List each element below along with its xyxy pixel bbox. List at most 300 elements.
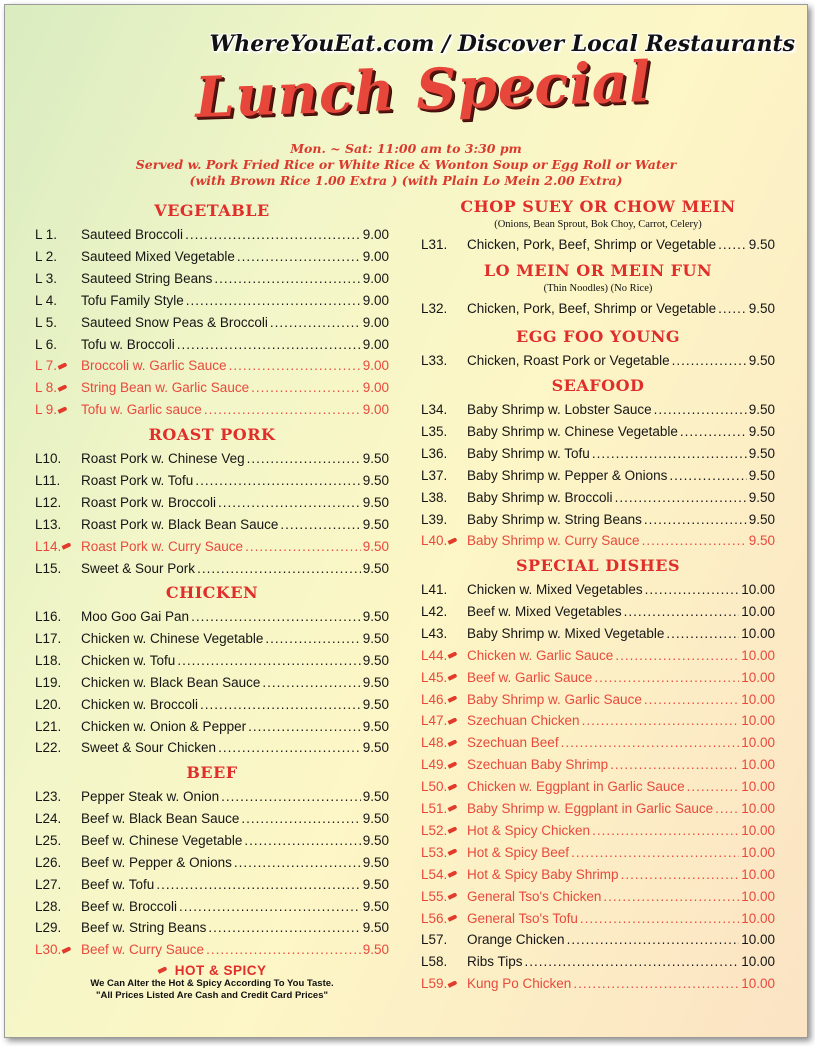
item-code: L 8. — [35, 380, 81, 395]
item-price: 10.00 — [741, 779, 775, 795]
pepper-icon — [448, 827, 458, 834]
item-name: Szechuan Baby Shrimp — [467, 757, 609, 773]
leader-dots — [718, 301, 747, 316]
menu-item[interactable] — [35, 811, 389, 831]
item-code: L30. — [35, 942, 81, 957]
item-code: L13. — [35, 516, 62, 532]
item-code: L 7. — [35, 358, 81, 373]
item-price: 9.50 — [748, 511, 775, 527]
footer-note-1: We Can Alter the Hot & Spicy According To You Taste. — [90, 978, 334, 989]
item-name: Sauteed Broccoli — [81, 227, 184, 242]
leader-dots — [208, 920, 360, 935]
item-price: 9.50 — [362, 674, 389, 690]
menu-item[interactable] — [35, 789, 389, 809]
item-price: 9.00 — [362, 270, 389, 286]
section-title: ROAST PORK — [148, 425, 276, 444]
section-title: SPECIAL DISHES — [515, 556, 680, 575]
item-code: L47. — [421, 713, 467, 728]
pepper-icon — [448, 695, 458, 702]
item-code: L44. — [421, 648, 467, 663]
item-code: L36. — [421, 445, 448, 461]
menu-item[interactable] — [421, 402, 775, 422]
item-price: 9.50 — [748, 533, 775, 549]
served-text: Served w. Pork Fried Rice or White Rice & Wonton Soup or Egg Roll or Water — [135, 157, 677, 172]
item-price: 9.50 — [362, 630, 389, 646]
item-name: Sauteed Snow Peas & Broccoli — [81, 314, 268, 330]
pepper-icon — [448, 783, 458, 790]
item-price: 10.00 — [741, 713, 775, 729]
leader-dots — [687, 779, 740, 794]
section-title: VEGETABLE — [154, 201, 270, 220]
menu-item[interactable] — [35, 675, 389, 695]
item-price: 9.00 — [362, 248, 389, 264]
item-name: Baby Shrimp w. Eggplant in Garlic Sauce — [467, 801, 714, 816]
leader-dots — [221, 789, 361, 804]
item-code: L 3. — [35, 270, 58, 286]
item-code: L48. — [421, 735, 467, 750]
menu-item[interactable] — [421, 490, 775, 510]
item-price: 9.50 — [362, 789, 389, 804]
menu-item[interactable] — [35, 227, 389, 247]
leader-dots — [715, 801, 739, 816]
leader-dots — [580, 911, 739, 926]
item-code: L 5. — [35, 314, 58, 330]
item-name: Orange Chicken — [467, 932, 565, 948]
item-price: 10.00 — [741, 954, 775, 970]
menu-item[interactable] — [421, 801, 775, 821]
item-price: 9.50 — [748, 467, 775, 483]
item-price: 9.50 — [362, 516, 389, 532]
item-price: 9.50 — [362, 942, 389, 958]
leader-dots — [624, 604, 740, 619]
item-price: 10.00 — [741, 669, 775, 685]
item-price: 9.00 — [362, 336, 389, 352]
menu-item[interactable] — [35, 942, 389, 962]
menu-item[interactable] — [421, 867, 775, 887]
leader-dots — [195, 473, 360, 488]
item-price: 9.50 — [748, 423, 775, 439]
leader-dots — [197, 561, 361, 576]
item-name: Chicken, Pork, Beef, Shrimp or Vegetable — [467, 237, 717, 252]
item-name: Beef w. Broccoli — [81, 898, 178, 914]
menu-item[interactable] — [35, 539, 389, 559]
item-price: 9.50 — [748, 353, 775, 368]
item-code: L32. — [421, 301, 448, 316]
item-price: 9.50 — [362, 876, 389, 892]
pepper-icon — [448, 717, 458, 724]
leader-dots — [644, 692, 739, 707]
leader-dots — [669, 468, 746, 483]
menu-item[interactable] — [421, 713, 775, 733]
menu-item[interactable] — [421, 692, 775, 712]
item-price: 10.00 — [741, 691, 775, 707]
item-name: Baby Shrimp w. Chinese Vegetable — [467, 423, 678, 439]
item-code: L28. — [35, 898, 62, 914]
pepper-icon — [58, 362, 68, 369]
menu-item[interactable] — [421, 468, 775, 488]
item-code: L19. — [35, 674, 62, 690]
item-code: L56. — [421, 911, 467, 926]
item-price: 9.50 — [362, 560, 389, 576]
menu-item[interactable] — [35, 899, 389, 919]
section-title: EGG FOO YOUNG — [516, 327, 680, 346]
leader-dots — [234, 855, 361, 870]
item-name: Chicken w. Chinese Vegetable — [81, 630, 264, 646]
item-name: String Bean w. Garlic Sauce — [81, 380, 250, 396]
item-name: Roast Pork w. Curry Sauce — [81, 538, 244, 554]
item-price: 9.50 — [362, 538, 389, 554]
section-note: (Thin Noodles) (No Rice) — [543, 283, 653, 294]
menu-item[interactable] — [35, 451, 389, 471]
item-name: Chicken, Roast Pork or Vegetable — [467, 353, 670, 368]
leader-dots — [218, 495, 361, 510]
hot-spicy-label: HOT & SPICY — [174, 963, 267, 978]
item-code: L59. — [421, 976, 467, 991]
item-price: 9.00 — [362, 314, 389, 330]
item-price: 9.00 — [362, 292, 389, 308]
leader-dots — [191, 609, 361, 624]
menu-item[interactable] — [421, 735, 775, 755]
leader-dots — [248, 719, 361, 734]
hours-block — [5, 141, 807, 189]
item-name: Chicken w. Broccoli — [81, 696, 199, 712]
menu-item[interactable] — [35, 315, 389, 335]
item-name: Baby Shrimp w. Pepper & Onions — [467, 467, 668, 483]
item-code: L50. — [421, 779, 467, 794]
item-price: 9.50 — [362, 898, 389, 914]
item-name: Chicken w. Black Bean Sauce — [81, 674, 261, 690]
item-name: Kung Po Chicken — [467, 976, 572, 992]
menu-item[interactable] — [421, 976, 775, 996]
item-name: Chicken w. Garlic Sauce — [467, 647, 614, 663]
item-name: Szechuan Chicken — [467, 713, 580, 729]
leader-dots — [573, 976, 739, 991]
section-title: LO MEIN OR MEIN FUN — [483, 261, 713, 280]
leader-dots — [204, 402, 361, 417]
item-name: Tofu Family Style — [81, 292, 184, 308]
item-name: Tofu w. Garlic sauce — [81, 402, 202, 418]
item-price: 10.00 — [741, 757, 775, 773]
item-code: L49. — [421, 757, 467, 772]
pepper-icon — [62, 542, 72, 549]
leader-dots — [680, 424, 747, 439]
item-price: 9.50 — [748, 445, 775, 461]
item-price: 10.00 — [741, 735, 775, 751]
item-code: L26. — [35, 854, 62, 870]
item-price: 10.00 — [741, 866, 775, 882]
item-price: 10.00 — [741, 844, 775, 860]
leader-dots — [594, 670, 739, 685]
leader-dots — [621, 867, 740, 882]
item-code: L21. — [35, 718, 62, 734]
menu-item[interactable] — [35, 249, 389, 269]
item-name: Beef w. Mixed Vegetables — [467, 603, 622, 619]
item-code: L39. — [421, 511, 448, 527]
item-price: 9.50 — [362, 696, 389, 712]
item-price: 10.00 — [741, 625, 775, 641]
menu-item[interactable] — [35, 358, 389, 378]
menu-item[interactable] — [421, 911, 775, 931]
item-code: L14. — [35, 539, 81, 554]
menu-item[interactable] — [35, 609, 389, 629]
item-name: Roast Pork w. Broccoli — [81, 494, 217, 510]
menu-item[interactable] — [421, 512, 775, 532]
pepper-icon — [62, 946, 72, 953]
item-code: L27. — [35, 876, 62, 892]
item-name: Baby Shrimp w. Curry Sauce — [467, 533, 640, 549]
item-name: Chicken, Pork, Beef, Shrimp or Vegetable — [467, 301, 717, 316]
menu-item[interactable] — [421, 757, 775, 777]
item-name: Moo Goo Gai Pan — [81, 609, 190, 624]
item-name: Chicken w. Mixed Vegetables — [467, 582, 643, 597]
item-name: Szechuan Beef — [467, 735, 559, 751]
page-title: Lunch Special — [193, 49, 653, 131]
leader-dots — [177, 337, 361, 352]
leader-dots — [156, 877, 360, 892]
pepper-icon — [158, 967, 168, 974]
item-price: 10.00 — [741, 582, 775, 597]
item-price: 10.00 — [741, 603, 775, 619]
menu-item[interactable] — [35, 517, 389, 537]
item-code: L52. — [421, 823, 467, 838]
item-price: 9.50 — [362, 451, 389, 466]
pepper-icon — [448, 761, 458, 768]
item-name: Hot & Spicy Beef — [467, 844, 570, 860]
leader-dots — [177, 653, 360, 668]
item-code: L53. — [421, 845, 467, 860]
item-name: Baby Shrimp w. Garlic Sauce — [467, 691, 642, 707]
item-code: L51. — [421, 801, 467, 816]
menu-item[interactable] — [421, 626, 775, 646]
menu-item[interactable] — [421, 533, 775, 553]
item-code: L45. — [421, 670, 467, 685]
item-code: L29. — [35, 920, 62, 936]
item-name: Beef w. String Beans — [81, 920, 207, 936]
item-code: L16. — [35, 609, 62, 624]
menu-item[interactable] — [35, 473, 389, 493]
item-price: 9.00 — [362, 380, 389, 396]
item-code: L10. — [35, 451, 62, 466]
menu-item[interactable] — [35, 653, 389, 673]
leader-dots — [567, 932, 740, 947]
menu-item[interactable] — [35, 877, 389, 897]
item-name: Chicken w. Tofu — [81, 652, 176, 668]
leader-dots — [603, 889, 739, 904]
item-price: 10.00 — [741, 888, 775, 904]
item-price: 9.00 — [362, 227, 389, 242]
menu-item[interactable] — [421, 237, 775, 257]
item-price: 9.50 — [362, 609, 389, 624]
item-code: L41. — [421, 582, 448, 597]
pepper-icon — [448, 651, 458, 658]
menu-item[interactable] — [35, 271, 389, 291]
leader-dots — [642, 533, 747, 548]
footer-note-2: "All Prices Listed Are Cash and Credit Card Prices" — [96, 990, 328, 1001]
leader-dots — [218, 740, 361, 755]
section-title: CHICKEN — [165, 583, 259, 602]
pepper-icon — [448, 849, 458, 856]
item-price: 9.50 — [362, 810, 389, 826]
item-price: 10.00 — [741, 910, 775, 926]
item-code: L37. — [421, 467, 448, 483]
menu-item[interactable] — [421, 446, 775, 466]
item-name: Tofu w. Broccoli — [81, 336, 175, 352]
item-price: 10.00 — [741, 822, 775, 838]
leader-dots — [237, 249, 361, 264]
item-code: L40. — [421, 533, 467, 548]
menu-item[interactable] — [421, 301, 775, 321]
item-code: L38. — [421, 489, 448, 505]
item-code: L 2. — [35, 248, 58, 264]
item-name: General Tso's Tofu — [467, 910, 578, 926]
leader-dots — [206, 942, 361, 957]
leader-dots — [571, 845, 739, 860]
extras-text: (with Brown Rice 1.00 Extra ) (with Plain Lo Mein 2.00 Extra) — [189, 173, 623, 188]
leader-dots — [200, 697, 361, 712]
leader-dots — [666, 626, 739, 641]
leader-dots — [672, 353, 747, 368]
item-name: Sauteed String Beans — [81, 270, 213, 286]
menu-item[interactable] — [421, 954, 775, 974]
item-price: 9.50 — [362, 832, 389, 848]
section-title: CHOP SUEY OR CHOW MEIN — [460, 197, 736, 216]
item-code: L18. — [35, 652, 62, 668]
item-code: L35. — [421, 423, 448, 439]
menu-item[interactable] — [421, 353, 775, 373]
item-code: L34. — [421, 402, 448, 417]
menu-item[interactable] — [421, 932, 775, 952]
leader-dots — [185, 227, 361, 242]
menu-item[interactable] — [35, 697, 389, 717]
item-name: Beef w. Garlic Sauce — [467, 669, 593, 685]
menu-item[interactable] — [35, 337, 389, 357]
hours-text: Mon. ~ Sat: 11:00 am to 3:30 pm — [290, 141, 522, 156]
menu-item[interactable] — [421, 648, 775, 668]
menu-item[interactable] — [421, 779, 775, 799]
menu-item[interactable] — [421, 889, 775, 909]
item-name: Roast Pork w. Black Bean Sauce — [81, 516, 279, 532]
item-code: L43. — [421, 625, 448, 641]
leader-dots — [186, 293, 361, 308]
leader-dots — [525, 954, 740, 969]
item-name: Hot & Spicy Baby Shrimp — [467, 866, 619, 882]
leader-dots — [592, 823, 739, 838]
menu-item[interactable] — [421, 424, 775, 444]
item-name: Baby Shrimp w. String Beans — [467, 511, 642, 527]
leader-dots — [265, 631, 360, 646]
menu-item[interactable] — [421, 823, 775, 843]
item-name: Hot & Spicy Chicken — [467, 822, 591, 838]
item-code: L15. — [35, 560, 62, 576]
item-price: 9.50 — [748, 402, 775, 417]
pepper-icon — [448, 914, 458, 921]
leader-dots — [645, 582, 740, 597]
item-name: Roast Pork w. Tofu — [81, 472, 194, 488]
item-name: Chicken w. Eggplant in Garlic Sauce — [467, 779, 685, 795]
menu-item[interactable] — [35, 920, 389, 940]
item-price: 9.50 — [362, 740, 389, 756]
item-name: Beef w. Black Bean Sauce — [81, 810, 240, 826]
item-code: L11. — [35, 472, 61, 488]
menu-item[interactable] — [35, 719, 389, 739]
leader-dots — [214, 271, 360, 286]
item-name: Pepper Steak w. Onion — [81, 789, 220, 804]
leader-dots — [229, 358, 361, 373]
item-name: Baby Shrimp w. Tofu — [467, 445, 590, 461]
item-code: L20. — [35, 696, 62, 712]
item-price: 9.50 — [362, 472, 389, 488]
leader-dots — [244, 833, 360, 848]
menu-item[interactable] — [35, 631, 389, 651]
item-name: Sweet & Sour Chicken — [81, 740, 217, 756]
menu-item[interactable] — [35, 293, 389, 313]
menu-item[interactable] — [35, 855, 389, 875]
leader-dots — [718, 237, 747, 252]
item-code: L33. — [421, 353, 448, 368]
section-note: (Onions, Bean Sprout, Bok Choy, Carrot, Celery) — [494, 219, 702, 230]
menu-item[interactable] — [421, 845, 775, 865]
menu-item[interactable] — [35, 833, 389, 853]
pepper-icon — [58, 384, 68, 391]
leader-dots — [582, 713, 740, 728]
leader-dots — [280, 517, 360, 532]
hot-spicy-legend — [35, 963, 389, 978]
section-title: BEEF — [186, 763, 238, 782]
menu-item[interactable] — [421, 670, 775, 690]
leader-dots — [561, 735, 740, 750]
item-name: Ribs Tips — [467, 954, 523, 970]
item-name: Roast Pork w. Chinese Veg — [81, 451, 245, 466]
footer — [35, 963, 389, 1002]
leader-dots — [592, 446, 747, 461]
pepper-icon — [448, 892, 458, 899]
item-price: 9.00 — [362, 402, 389, 418]
leader-dots — [262, 675, 360, 690]
item-code: L22. — [35, 740, 62, 756]
menu-item[interactable] — [421, 582, 775, 602]
leader-dots — [179, 899, 361, 914]
item-code: L46. — [421, 692, 467, 707]
menu-item[interactable] — [35, 740, 389, 760]
item-code: L42. — [421, 603, 448, 619]
item-name: Baby Shrimp w. Lobster Sauce — [467, 402, 652, 417]
item-code: L58. — [421, 954, 448, 970]
watermark[interactable]: WhereYouEat.com / Discover Local Restaurants — [209, 31, 795, 57]
menu-item[interactable] — [421, 604, 775, 624]
item-code: L12. — [35, 494, 62, 510]
item-name: Broccoli w. Garlic Sauce — [81, 358, 227, 374]
item-code: L 6. — [35, 336, 58, 352]
item-code: L54. — [421, 867, 467, 882]
leader-dots — [270, 315, 361, 330]
item-code: L55. — [421, 889, 467, 904]
item-code: L 4. — [35, 292, 58, 308]
menu-item[interactable] — [35, 402, 389, 422]
item-code: L24. — [35, 810, 62, 826]
item-price: 9.50 — [362, 854, 389, 870]
leader-dots — [610, 757, 739, 772]
menu-item[interactable] — [35, 495, 389, 515]
item-code: L17. — [35, 630, 62, 646]
leader-dots — [251, 380, 361, 395]
menu-item[interactable] — [35, 561, 389, 581]
leader-dots — [241, 811, 360, 826]
item-code: L25. — [35, 832, 62, 848]
menu-item[interactable] — [35, 380, 389, 400]
pepper-icon — [448, 805, 458, 812]
item-name: General Tso's Chicken — [467, 888, 602, 904]
item-price: 10.00 — [741, 932, 775, 948]
